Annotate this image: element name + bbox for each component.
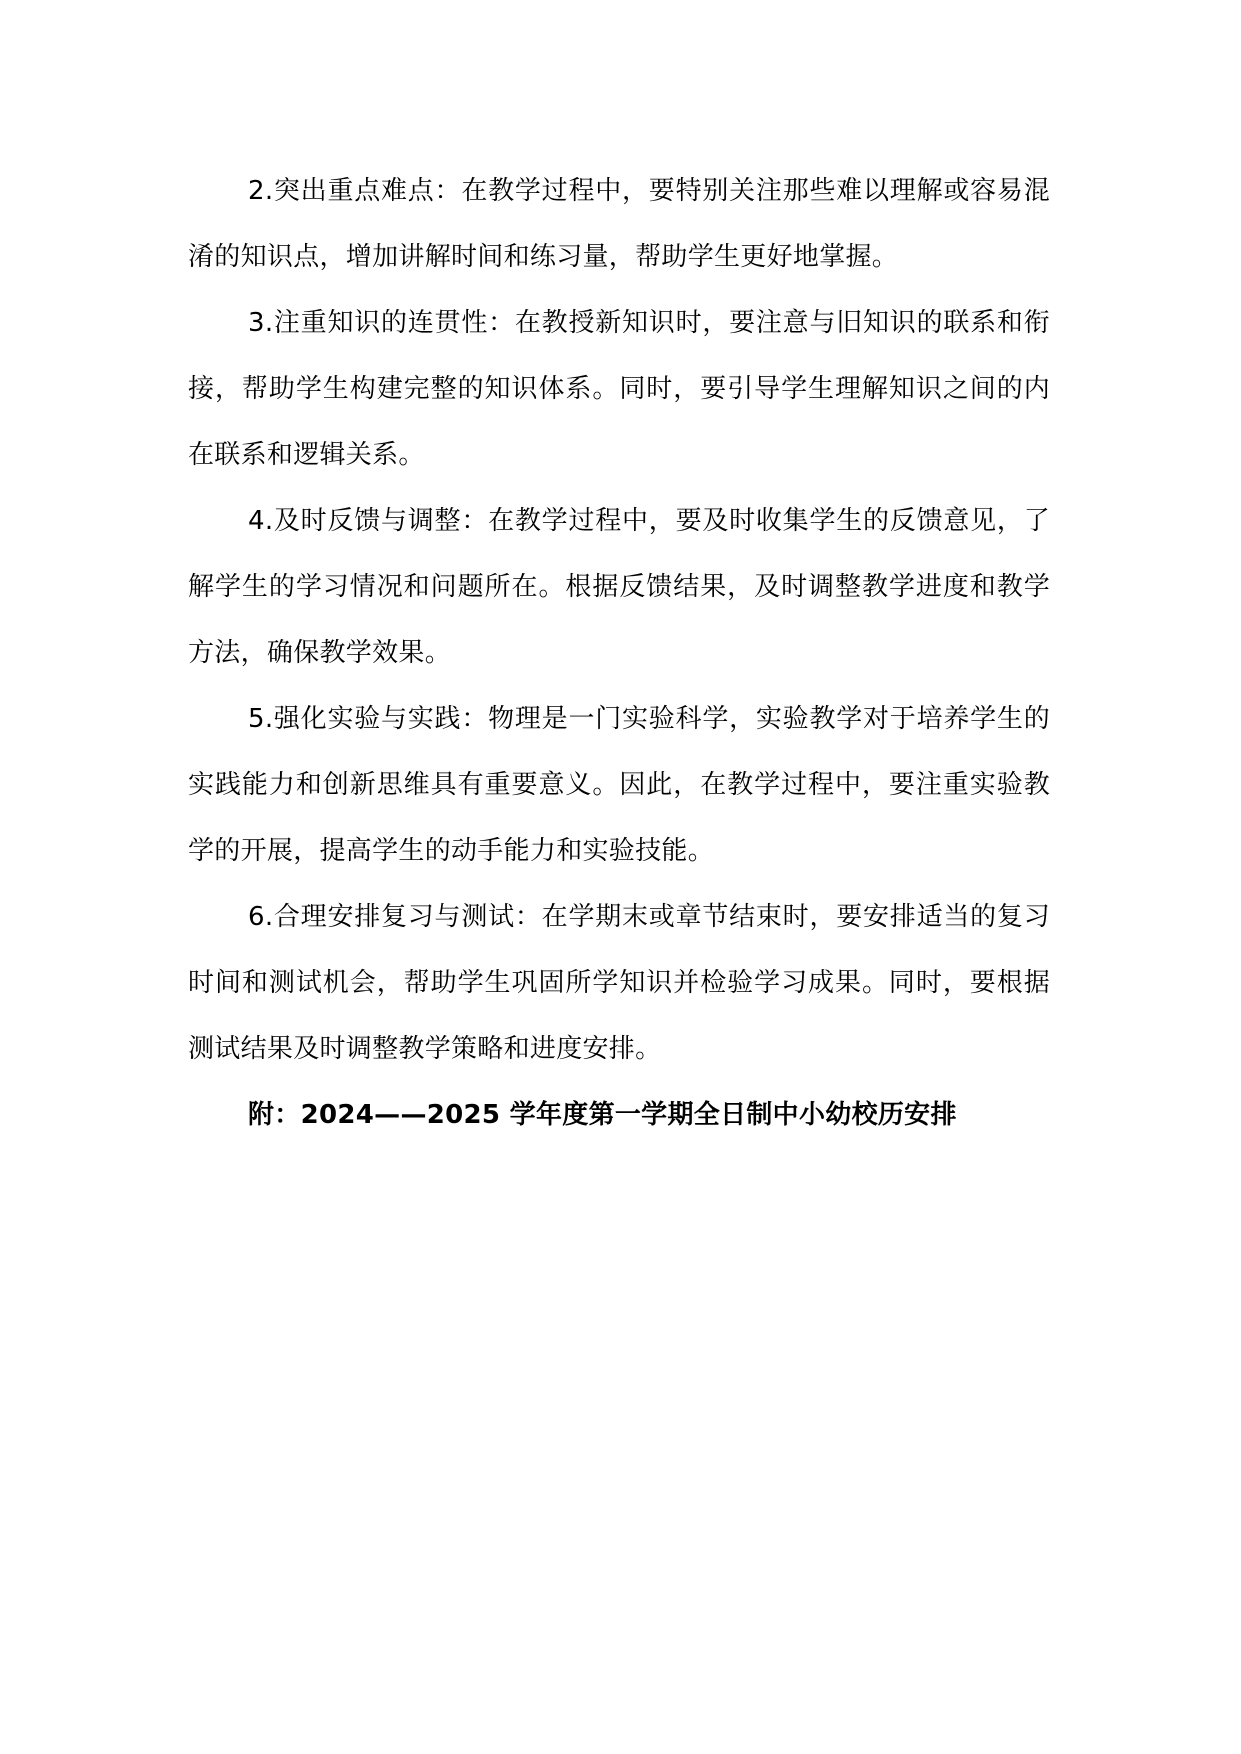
document-body [188, 158, 1050, 1148]
paragraph-5-experiments-practice: 5.强化实验与实践：物理是一门实验科学，实验教学对于培养学生的实践能力和创新思维具有重要意义。因此，在教学过程中，要注重实验教学的开展，提高学生的动手能力和实验技能。 [188, 704, 1050, 866]
paragraph-2-highlight-key-points: 2.突出重点难点：在教学过程中，要特别关注那些难以理解或容易混淆的知识点，增加讲解时间和练习量，帮助学生更好地掌握。 [188, 176, 1050, 272]
paragraph-4-timely-feedback: 4.及时反馈与调整：在教学过程中，要及时收集学生的反馈意见，了解学生的学习情况和问题所在。根据反馈结果，及时调整教学进度和教学方法，确保教学效果。 [188, 506, 1050, 668]
paragraph-6-review-and-testing: 6.合理安排复习与测试：在学期末或章节结束时，要安排适当的复习时间和测试机会，帮助学生巩固所学知识并检验学习成果。同时，要根据测试结果及时调整教学策略和进度安排。 [188, 902, 1050, 1064]
paragraph-3-knowledge-coherence: 3.注重知识的连贯性：在教授新知识时，要注意与旧知识的联系和衔接，帮助学生构建完整的知识体系。同时，要引导学生理解知识之间的内在联系和逻辑关系。 [188, 308, 1050, 470]
appendix-heading: 附：2024——2025 学年度第一学期全日制中小幼校历安排 [248, 1100, 957, 1130]
